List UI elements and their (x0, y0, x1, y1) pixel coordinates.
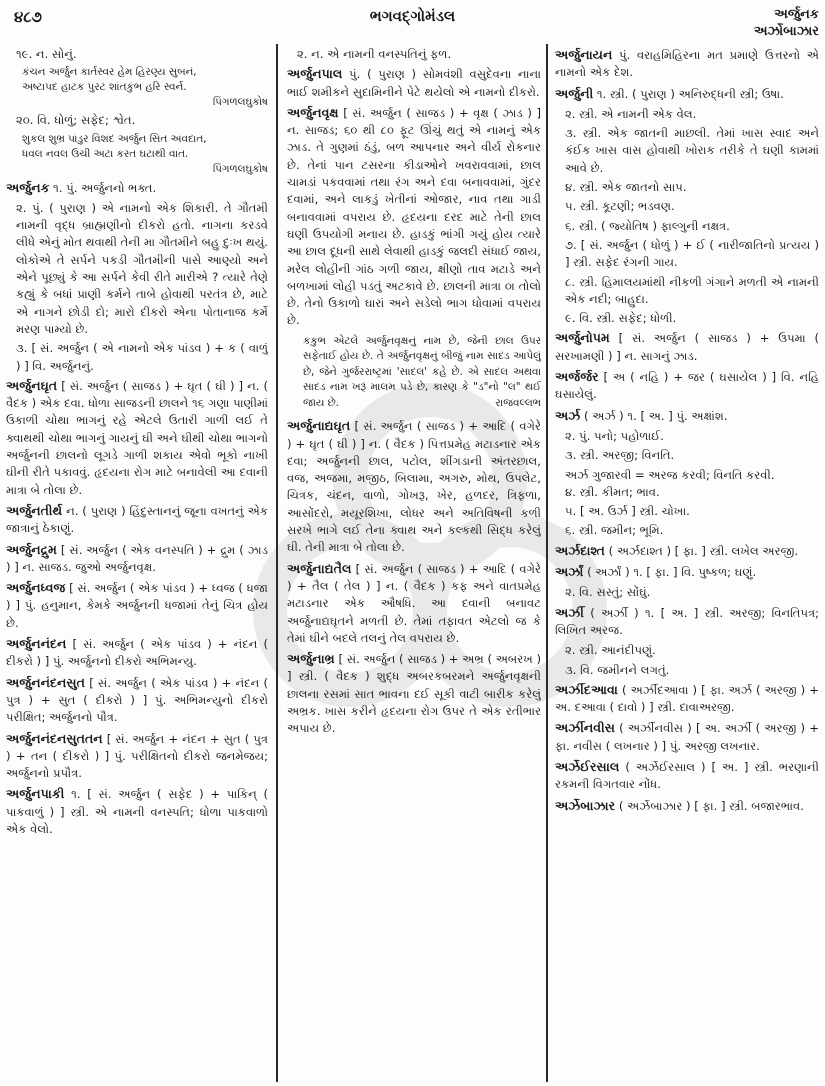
headword: અર્ઝી (555, 604, 584, 620)
sense: ૮. સ્ત્રી. હિમાલયમાંથી નીકળી ગંગાને મળતી એ નામની એક નદી; બાહુદા. (565, 274, 819, 306)
usage-example: અર્ઝ ગુજારવી = અરજ કરવી; વિનતિ કરવી. (565, 467, 775, 482)
dictionary-entry (6, 541, 268, 577)
sense: ૧૯. ન. સોનું. (16, 47, 77, 61)
verse-quote: અષ્ટાપદ હાટક પુરટ શાંતકુંભ હરિ સ્વર્ન. (22, 81, 187, 94)
definition: ( અર્ઝાં ) ૧. [ ફા. ] વિ. પુષ્કળ; ઘણું. (587, 565, 757, 580)
dictionary-entry (287, 104, 541, 330)
headword: અર્જુનવૃક્ષ (287, 104, 339, 120)
sense: ૫. સ્ત્રી. કૂટણી; ભડવણ. (565, 199, 675, 214)
dictionary-entry (555, 604, 819, 640)
definition: [ સં. અર્જુન ( એક પાંડવ ) + ધ્વજ ( ધજા ) ] પું. હનુમાન, કેમકે અર્જુનની ધજામાં તેનું ચિત્ર હોય છે. (6, 581, 268, 630)
headword: અર્જુનધ્વજ (6, 580, 66, 596)
dictionary-entry (555, 758, 819, 794)
dictionary-entry (555, 368, 819, 404)
verse-source: પિંગળલઘુકોષ (212, 162, 268, 175)
sense: ૨. પું. ( પુરાણ ) એ નામનો એક શિકારી. તે ગૌતમી નામની વૃદ્ધ બ્રાહ્મણીનો દીકરો હતો. નાગના કરડવે લીધે એનું મોત થવાથી તેની મા ગૌતમીને બહુ દુઃખ થયું. લોકોએ તે સર્પને પકડી ગૌતમીની પાસે આણ્યો અને એને પૂછ્યું કે આ સર્પને કેવી રીતે મારીએ ? ત્યારે તેણે કહ્યું કે બધાં પ્રાણી કર્મને તાબે હોવાથી પરતંત્ર છે, માટે એ નાગને છોડી દો; મારો દીકરો એના પોતાનાજ કર્મે મરણ પામ્યો છે. (16, 200, 268, 336)
verse-quote: ધવલ નવલ ઉચી અટા કરત ઘટાથી વાત. (22, 147, 189, 160)
dictionary-entry (555, 407, 819, 425)
dictionary-entry (555, 542, 819, 560)
headword: અર્જુનનંદનસુતતન (6, 730, 103, 746)
definition: [ સં. અર્જુન ( સાજડ ) + આદિ ( વગેરે ) + તૈલ ( તેલ ) ] ન. ( વૈદક ) કફ અને વાતપ્રમેહ મટાડનાર એક ઔષધિ. આ દવાની બનાવટ અર્જુનાદ્યઘૃતને મળતી છે. તેમાં તફાવત એટલો જ કે તેમાં ઘીને બદલે તલનું તેલ વપરાય છે. (287, 561, 541, 645)
dictionary-entry (555, 85, 819, 103)
page-title: ભગવદ્ગોમંડલ (369, 7, 456, 25)
definition: ( અર્ઝીદઆવા ) [ ફા. અર્ઝ ( અરજી ) + અ. દઆવા ( દાવો ) ] સ્ત્રી. દાવાઅરજી. (555, 682, 819, 715)
dictionary-entry (555, 719, 819, 755)
definition: [ સં. અર્જુન ( એક પાંડવ ) + નંદન ( પુત્ર ) + સુત ( દીકરો ) ] પું. અભિમન્યુનો દીકરો પરીક્ષિત; અર્જુનનો પૌત્ર. (6, 675, 268, 725)
verse-quote: શુકલ શુભ્ર પાંડુર વિશદ અર્જુન સિત અવદાત, (22, 132, 207, 145)
definition: ૧. [ સં. અર્જુન ( સફેદ ) + પાકિન્ ( પાકવાળું ) ] સ્ત્રી. એ નામની વનસ્પતિ; ધોળા પાકવાળો એક વેલો. (6, 787, 268, 836)
column-divider (546, 44, 548, 1082)
definition: [ સં. અર્જુન + નંદન + સુત ( પુત્ર ) + તન ( દીકરો ) ] પું. પરીક્ષિતનો દીકરો જનમેજય; અર્જુનનો પ્રપૌત્ર. (6, 731, 268, 781)
sense: ૪. સ્ત્રી. કીમત; ભાવ. (565, 484, 660, 499)
sense: ૯. વિ. સ્ત્રી. સફેદ; ધોળી. (565, 311, 677, 326)
sense: ૨. પું. પનો; પહોળાઈ. (565, 428, 664, 443)
headword: અર્જુનોપમ (555, 330, 610, 346)
headword: અર્ઝેબાઝાર (555, 797, 616, 813)
column-middle (287, 46, 541, 1086)
sense: ૬. સ્ત્રી. જમીન; ભૂમિ. (565, 523, 664, 538)
headword: અર્જુની (555, 85, 594, 101)
definition: ( અર્ઝી ) ૧. [ અ. ] સ્ત્રી. અરજી; વિનતિપત્ર; લિખિત અરજ. (555, 605, 819, 637)
definition: ( અર્ઝ ) ૧. [ અ. ] પું. અક્ષાંશ. (584, 408, 728, 423)
dictionary-entry (6, 785, 268, 838)
headword: અર્ઝીનવીસ (555, 720, 615, 736)
definition: ( અર્ઝીનવીસ ) [ અ. અર્ઝી ( અરજી ) + ફા. નવીસ ( લખનાર ) ] પું. અરજી લખનાર. (555, 721, 819, 753)
guide-word-first: અર્જુનક (774, 7, 819, 22)
dictionary-entry (6, 502, 268, 538)
dictionary-entry (6, 635, 268, 671)
definition: [ સં. અર્જુન ( સાજડ ) + ઉપમા ( સરખામણી ) ] ન. સાગનું ઝાડ. (555, 331, 819, 363)
headword: અર્જુનપાલ (287, 66, 343, 82)
headword: અર્જુનદ્રુમ (6, 541, 57, 557)
dictionary-entry (555, 681, 819, 717)
definition: [ સં. અર્જુન ( એક વનસ્પતિ ) + દ્રુમ ( ઝાડ ) ] ન. સાજડ. જુઓ અર્જુનવૃક્ષ. (6, 542, 268, 574)
dictionary-entry (6, 377, 268, 499)
headword: અર્જુનનંદન (6, 636, 67, 652)
sense: ૩. સ્ત્રી. એક જાતની માછલી. તેમાં ખાસ સ્વાદ અને કંઈક ખાસ વાસ હોવાથી ખોરાક તરીકે તે ઘણી કામમાં આવે છે. (565, 126, 819, 175)
dictionary-entry (555, 46, 819, 82)
definition: પું. ( પુરાણ ) સોમવંશી વસુદેવના નાના ભાઈ શમીકને સુદામિનીને પેટે થયેલો એ નામનો દીકરો. (287, 67, 541, 99)
sense: ૩. [ સં. અર્જુન ( એ નામનો એક પાંડવ ) + ક ( વાળું ) ] વિ. અર્જુનનું. (16, 341, 268, 373)
dictionary-entry (6, 674, 268, 727)
sense: ૬. સ્ત્રી. ( જ્યોતિષ ) ફાલ્ગુની નક્ષત્ર. (565, 218, 730, 233)
definition: [ સં. અર્જુન ( સાજડ ) + ઘૃત ( ઘી ) ] ન. ( વૈદક ) એક દવા. ધોળા સાજડની છાલને ૧૬ ગણા પાણીમાં ઉકાળી ચોથા ભાગનું રહે એટલે ઉતારી ગાળી લઈ તે ક્વાથથી ચોથા ભાગનું ગાયનું ઘી અને ઘીથી ચોથા ભાગનો અર્જુનની છાલનો લૂગડે ગાળી શકાય એવો ભૂકો નાખી ઘીની રીતે પકાવવું. હૃદયના રોગ માટે બનાવેલી આ દવાની માત્રા બે તોલા છે. (6, 378, 268, 497)
definition: ( અર્ઝેબાઝાર ) [ ફા. ] સ્ત્રી. બજારભાવ. (618, 798, 804, 813)
definition: ૧. સ્ત્રી. ( પુરાણ ) અનિરુદ્ધની સ્ત્રી; ઉષા. (596, 86, 784, 101)
headword: અર્જુનાભ્ર (287, 651, 335, 667)
dictionary-entry (287, 650, 541, 737)
dictionary-entry (6, 730, 268, 783)
definition: ન. ( પુરાણ ) હિંદુસ્તાનનું જૂના વખતનું એક જાત્રાનું ઠેકાણું. (6, 503, 268, 536)
headword: અર્જુનાયન (555, 47, 613, 62)
definition: [ અ ( નહિ ) + જર ( ઘસાયેલ ) ] વિ. નહિ ઘસાયેલું. (555, 370, 819, 402)
headword: અર્ઝીદઆવા (555, 681, 618, 697)
sense: ૨. સ્ત્રી. આનંદીપણું. (565, 643, 656, 658)
headword: અર્ઝાં (555, 564, 584, 580)
note-source: રાજવલ્લભ (495, 396, 541, 409)
definition: પું. વરાહમિહિરના મત પ્રમાણે ઉત્તરનો એ નામનો એક દેશ. (555, 48, 819, 80)
headword: અર્જુનઘૃત (6, 377, 58, 393)
sense: ૨. ન. એ નામની વનસ્પતિનું ફળ. (297, 47, 452, 61)
dictionary-entry (6, 579, 268, 632)
sense: ૪. સ્ત્રી. એક જાતનો સાપ. (565, 180, 687, 195)
definition: [ સં. અર્જુન ( સાજડ ) + આદિ ( વગેરે ) + ઘૃત ( ઘી ) ] ન. ( વૈદક ) પિત્તપ્રમેહ મટાડનાર એક દવા; અર્જુનની છાલ, પટોલ, શીંગડાની અંતરછાલ, વજ, અજમા, મજીઠ, બિલામા, અગરુ, મોથ, ઉપલેટ, ચિત્રક, ચંદન, વાળો, ગોખરૂ, ખેર, હળદર, ત્રિફળા, આસોંદરો, મયૂરશિખા, લોધર અને અતિવિષની કળી સરખે ભાગે લઈ તેના ક્વાથ અને કલ્કથી સિદ્ધ કરેલું ઘી. તેની માત્રા બે તોલા છે. (287, 419, 541, 555)
dictionary-entry (555, 329, 819, 365)
headword: અર્જુનતીર્થ (6, 502, 63, 518)
citation-note (287, 334, 541, 412)
dictionary-entry (555, 797, 819, 815)
headword: અર્જુનનંદનસુત (6, 674, 85, 690)
sense: ૨. સ્ત્રી. એ નામની એક વેલ. (565, 106, 697, 121)
definition: [ સં. અર્જુન ( એક પાંડવ ) + નંદન ( દીકરો ) ] પું. અર્જુનનો દીકરો અભિમન્યુ. (6, 637, 268, 669)
guide-words (754, 6, 819, 40)
headword: અર્જુનાદ્યઘૃત (287, 418, 351, 434)
dictionary-entry (555, 563, 819, 581)
headword: અર્ઝેઈરસાલ (555, 758, 620, 774)
sense: ૫. [ અ. ઉર્ઝ ] સ્ત્રી. ચોખા. (565, 504, 690, 519)
definition: ૧. પું. અર્જુનનો ભક્ત. (53, 180, 157, 195)
dictionary-entry (287, 560, 541, 647)
headword: અર્જર્જર (555, 369, 599, 385)
headword: અર્ઝ (555, 407, 581, 423)
definition: ( અર્ઝેઈરસાલ ) [ અ. ] સ્ત્રી. ભરણાની રકમની વિગતવાર નોંધ. (555, 759, 819, 792)
headword: અર્જુનક (6, 179, 50, 195)
note-text: કકુભ એટલે અર્જુનવૃક્ષનું નામ છે, જેની છાલ ઉપર સફેતાઈ હોય છે. તે અર્જુનવૃક્ષનું બીજું નામ સાદડ આપેલું છે, જેને ગુર્જરરાષ્ટ્રમાં 'સાદલ' કહે છે. એ સાદલ અથવા સાદડ નામ ખરૂં માલમ પડે છે, કારણ કે "ડ"નો "લ" થઈ જાય છે. (303, 334, 541, 409)
column-left (6, 46, 268, 1086)
sense: ૨૦. વિ. ધોળું; સફેદ; શ્વેત. (16, 113, 136, 128)
sense: ૩. સ્ત્રી. અરજી; વિનતિ. (565, 448, 675, 463)
page-number: ૪૮૭ (14, 8, 42, 26)
verse-quote: કંચન અર્જુન કાર્તસ્વર હેમ હિરણ્ય સુબનં, (22, 66, 197, 79)
column-divider (276, 44, 278, 1082)
dictionary-entry (287, 417, 541, 556)
sense: ૨. વિ. સસ્તું; સોંઘું. (565, 585, 651, 600)
guide-word-last: અર્ઝોબાઝાર (753, 24, 819, 39)
sense: ૩. વિ. જમીનને લગતું. (565, 662, 670, 677)
column-right (555, 46, 819, 1086)
headword: અર્ઝદાશ્ત (555, 542, 605, 558)
headword: અર્જુનપાકી (6, 786, 65, 802)
headword: અર્જુનાદ્યતૈલ (287, 560, 352, 576)
dictionary-entry (287, 65, 541, 101)
sense: ૭. [ સં. અર્જુન ( ધોળું ) + ઈ ( નારીજાતિનો પ્રત્યય ) ] સ્ત્રી. સફેદ રંગની ગાય. (565, 237, 819, 270)
definition: ( અર્ઝદાશ્ત ) [ ફા. ] સ્ત્રી. લખેલ અરજી. (608, 543, 799, 558)
dictionary-entry (6, 179, 268, 197)
definition: [ સં. અર્જુન ( સાજડ ) + અભ્ર ( અબરખ ) ] સ્ત્રી. ( વૈદક ) શુદ્ધ અબરકબરમને અર્જુનવૃક્ષની છાલના રસમાં સાત ભાવના દઈ સૂકી વાટી બારીક કરેલું અભ્રક. ખાસ કરીને હૃદયના રોગ ઉપર તે એક રતીભાર અપાય છે. (287, 652, 541, 736)
verse-source: પિંગળલઘુકોષ (212, 96, 268, 109)
definition: [ સં. અર્જુન ( સાજડ ) + વૃક્ષ ( ઝાડ ) ] ન. સાજડ; ૬૦ થી ૮૦ ફૂટ ઊંચું થતું એ નામનું એક ઝાડ. તે ગુણમાં ઠંડું, બળ આપનાર અને વીર્ય રોકનાર છે. તેનાં પાન ટસરના કીડાઓને ખવરાવવામાં, છાલ ચામડાં પકવવામાં તથા રંગ અને દવા બનાવવામાં, ગુંદર દવામાં, અને લાકડું ખેતીનાં ઓજાર, નાવ તથા ગાડી બનાવવામાં વપરાય છે. હૃદયના દરદ માટે તેની છાલ ઘણી ઉપયોગી મનાય છે. હાડકું ભાંગી ગયું હોય ત્યારે આ છાલ દૂધની સાથે લેવાથી હાડકું જલદી સંધાઈ જાય, મરેલ લોહીની ગાંઠ ગળી જાય, ક્ષીણો તાવ મટાડે અને બળખામાં લોહી પડતું અટકાવે છે. છાલની માત્રા ૦ા તોલો છે. તેનો ઉકાળો ઘારાં અને સડેલો ભાગ ધોવામાં વપરાય છે. (287, 105, 541, 328)
page-header (0, 0, 825, 46)
